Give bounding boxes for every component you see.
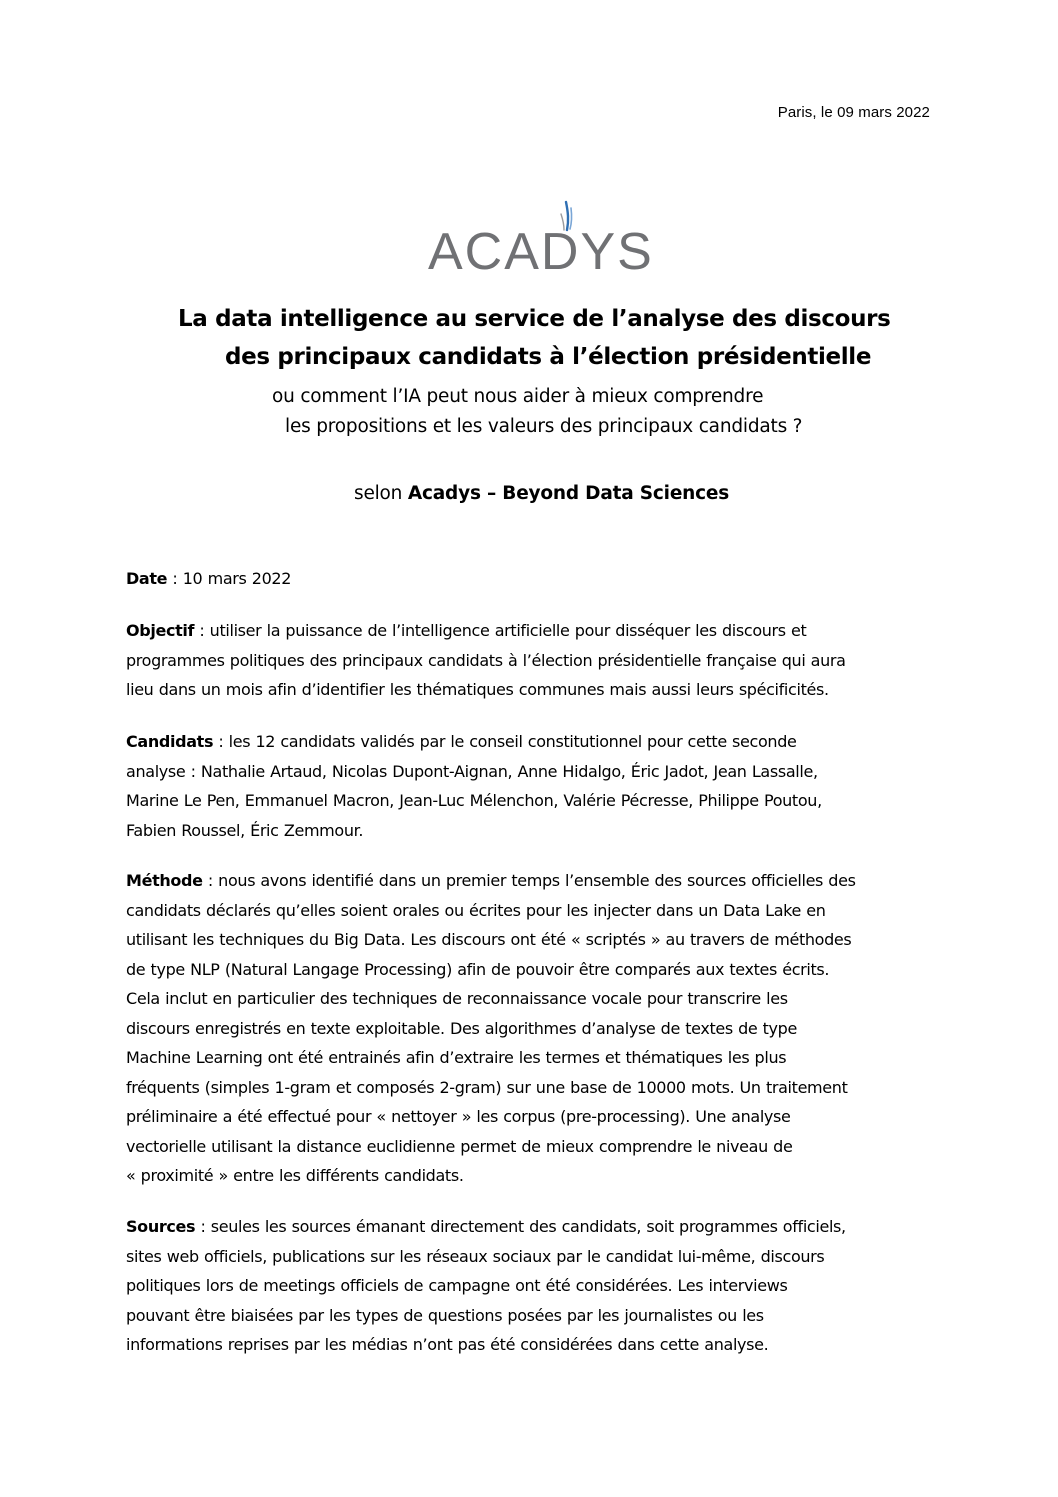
section-text-line: : seules les sources émanant directement des candidats, soit programmes officiels,	[195, 1217, 846, 1236]
section-text-line: pouvant être biaisées par les types de questions posées par les journalistes ou les	[126, 1305, 764, 1325]
section-text-line: vectorielle utilisant la distance euclidienne permet de mieux comprendre le niveau de	[126, 1136, 793, 1156]
byline	[354, 483, 729, 504]
section-text-line: programmes politiques des principaux candidats à l’élection présidentielle française qui aura	[126, 650, 846, 670]
section-text-line: Cela inclut en particulier des techniques de reconnaissance vocale pour transcrire les	[126, 989, 788, 1008]
section-text-line: informations reprises par les médias n’ont pas été considérées dans cette analyse.	[126, 1335, 769, 1354]
section-text-line: Fabien Roussel, Éric Zemmour.	[126, 820, 364, 840]
section-text-line: discours enregistrés en texte exploitable. Des algorithmes d’analyse de textes de type	[126, 1018, 797, 1038]
section-text-line: : 10 mars 2022	[167, 569, 292, 588]
section-text-line: préliminaire a été effectué pour « nettoyer » les corpus (pre-processing). Une analyse	[126, 1107, 791, 1126]
subtitle-line-1: ou comment l’IA peut nous aider à mieux comprendre	[272, 386, 764, 407]
section-label: Sources	[126, 1217, 196, 1236]
section-label: Candidats	[126, 732, 214, 751]
section-label: Objectif	[126, 621, 195, 640]
section-text-line: « proximité » entre les différents candidats.	[126, 1166, 464, 1185]
section-date	[126, 564, 941, 594]
byline-org: Acadys – Beyond Data Sciences	[407, 483, 730, 504]
section-text-line: lieu dans un mois afin d’identifier les thématiques communes mais aussi leurs spécificités.	[126, 680, 829, 699]
section-text-line: candidats déclarés qu’elles soient orales ou écrites pour les injecter dans un Data Lake en	[126, 900, 826, 920]
section-label: Méthode	[126, 871, 203, 890]
section-label: Date	[126, 569, 168, 588]
acadys-logo	[428, 198, 654, 281]
page-title-line-2: des principaux candidats à l’élection présidentielle	[225, 344, 872, 370]
section-text-line: politiques lors de meetings officiels de campagne ont été considérées. Les interviews	[126, 1276, 788, 1295]
section-text-line: de type NLP (Natural Langage Processing) afin de pouvoir être comparés aux textes écrits.	[126, 959, 830, 979]
section-text-line: : les 12 candidats validés par le conseil constitutionnel pour cette seconde	[213, 732, 797, 751]
logo-wordmark: ACADYS	[428, 223, 654, 281]
section-text-line: Marine Le Pen, Emmanuel Macron, Jean-Luc Mélenchon, Valérie Pécresse, Philippe Poutou,	[126, 791, 822, 810]
section-sources	[126, 1212, 941, 1360]
subtitle-line-2: les propositions et les valeurs des principaux candidats ?	[285, 416, 803, 437]
section-objectif	[126, 616, 941, 705]
section-text-line: : nous avons identifié dans un premier temps l’ensemble des sources officielles des	[202, 871, 856, 890]
section-text-line: : utiliser la puissance de l’intelligence artificielle pour disséquer les discours et	[194, 621, 807, 640]
section-text-line: sites web officiels, publications sur les réseaux sociaux par le candidat lui-même, discours	[126, 1246, 825, 1266]
section-text-line: utilisant les techniques du Big Data. Les discours ont été « scriptés » au travers de méthodes	[126, 930, 852, 949]
place-date: Paris, le 09 mars 2022	[777, 104, 930, 121]
section-methode	[126, 866, 941, 1191]
section-candidats	[126, 727, 941, 845]
page-title-line-1: La data intelligence au service de l’analyse des discours	[178, 306, 891, 332]
section-text-line: analyse : Nathalie Artaud, Nicolas Dupont-Aignan, Anne Hidalgo, Éric Jadot, Jean Lassalle,	[126, 761, 818, 781]
byline-prefix: selon	[354, 483, 408, 504]
section-text-line: Machine Learning ont été entrainés afin d’extraire les termes et thématiques les plus	[126, 1048, 787, 1067]
section-text-line: fréquents (simples 1-gram et composés 2-gram) sur une base de 10000 mots. Un traitement	[126, 1077, 848, 1097]
